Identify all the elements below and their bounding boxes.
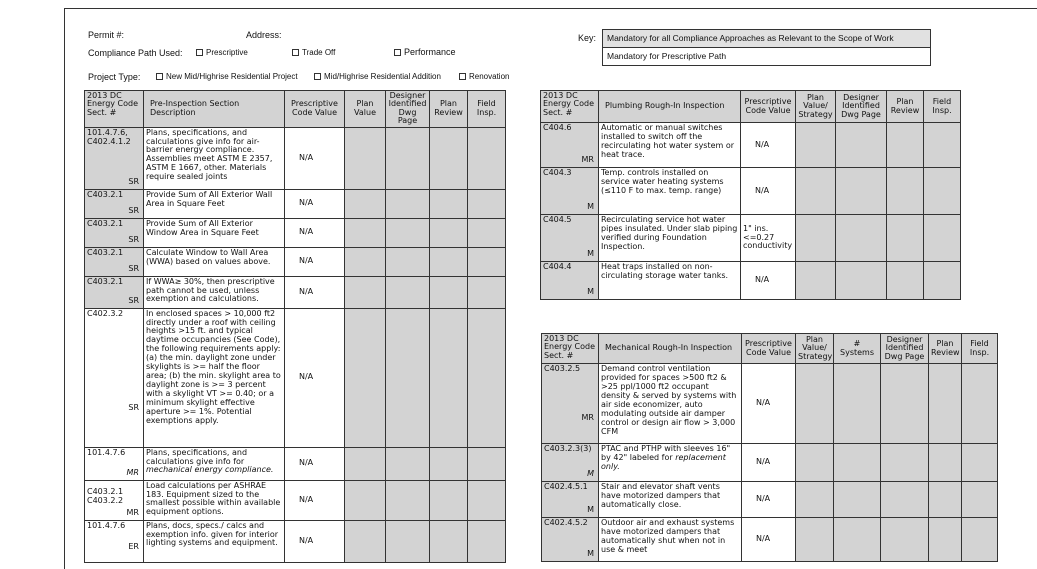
field-insp-cell[interactable] <box>962 518 998 562</box>
pre-inspection-table <box>84 90 506 563</box>
plan-review-cell[interactable] <box>430 247 468 276</box>
dwg-page-cell[interactable] <box>386 218 430 247</box>
plan-value-cell[interactable] <box>345 247 386 276</box>
prescriptive-value-cell: N/A <box>741 262 796 300</box>
checkbox-icon <box>156 73 163 80</box>
dwg-page-cell[interactable] <box>386 189 430 218</box>
description-cell: Provide Sum of All Exterior Window Area in Square Feet <box>144 218 285 247</box>
plan-review-cell[interactable] <box>430 480 468 520</box>
table-row <box>541 123 961 168</box>
section-cell: C404.5 M <box>541 215 599 262</box>
field-insp-cell[interactable] <box>962 482 998 518</box>
col-header-plan-value: Plan Value/ Strategy <box>796 334 834 364</box>
section-cell: C403.2.1 SR <box>85 247 144 276</box>
compliance-option-performance[interactable]: Performance <box>394 47 456 57</box>
checkbox-icon <box>314 73 321 80</box>
num-systems-cell[interactable] <box>834 518 881 562</box>
section-cell: C403.2.5 MR <box>542 364 599 444</box>
dwg-page-cell[interactable] <box>386 520 430 562</box>
section-cell: C404.3 M <box>541 168 599 215</box>
prescriptive-value-cell: N/A <box>285 520 345 562</box>
table-row <box>85 189 506 218</box>
num-systems-cell[interactable] <box>834 444 881 482</box>
description-cell: PTAC and PTHP with sleeves 16" by 42" labeled for replacement only. <box>599 444 742 482</box>
plan-review-cell[interactable] <box>430 127 468 189</box>
prescriptive-value-cell: N/A <box>742 482 796 518</box>
description-cell: Recirculating service hot water pipes insulated. Under slab piping verified during Foundation Inspection. <box>599 215 741 262</box>
section-cell: C403.2.1 SR <box>85 189 144 218</box>
prescriptive-value-cell: N/A <box>742 444 796 482</box>
col-header-section: 2013 DC Energy Code Sect. # <box>542 334 599 364</box>
prescriptive-value-cell: N/A <box>285 480 345 520</box>
dwg-page-cell[interactable] <box>386 127 430 189</box>
section-cell: C402.4.5.2 M <box>542 518 599 562</box>
plan-review-cell[interactable] <box>929 518 962 562</box>
plan-value-cell[interactable] <box>345 480 386 520</box>
plan-review-cell[interactable] <box>430 447 468 480</box>
section-cell: C403.2.1 SR <box>85 218 144 247</box>
table-header-row <box>541 91 961 123</box>
table-row <box>85 247 506 276</box>
plan-value-cell[interactable] <box>796 518 834 562</box>
plan-value-cell[interactable] <box>796 215 836 262</box>
table-row <box>542 444 998 482</box>
prescriptive-value-cell: N/A <box>741 123 796 168</box>
field-insp-cell[interactable] <box>924 262 961 300</box>
field-insp-cell[interactable] <box>468 189 506 218</box>
col-header-plan-value: Plan Value/ Strategy <box>796 91 836 123</box>
plan-value-cell[interactable] <box>345 218 386 247</box>
prescriptive-value-cell: N/A <box>741 168 796 215</box>
description-cell: Calculate Window to Wall Area (WWA) based on values above. <box>144 247 285 276</box>
description-cell: Provide Sum of All Exterior Wall Area in Square Feet <box>144 189 285 218</box>
prescriptive-value-cell: N/A <box>285 247 345 276</box>
col-header-section: 2013 DC Energy Code Sect. # <box>541 91 599 123</box>
dwg-page-cell[interactable] <box>881 482 929 518</box>
prescriptive-value-cell: N/A <box>285 276 345 308</box>
dwg-page-cell[interactable] <box>386 308 430 447</box>
description-cell: Plans, specifications, and calculations give info for air-barrier energy compliance. Assemblies meet ASTM E 2357, ASTM E 1667, other. Materials require sealed joints <box>144 127 285 189</box>
key-box <box>602 29 931 66</box>
field-insp-cell[interactable] <box>924 123 961 168</box>
section-cell: C404.4 M <box>541 262 599 300</box>
plan-review-cell[interactable] <box>430 218 468 247</box>
dwg-page-cell[interactable] <box>836 123 887 168</box>
description-cell: If WWA≥ 30%, then prescriptive path cannot be used, unless exemption and calculations. <box>144 276 285 308</box>
field-insp-cell[interactable] <box>924 168 961 215</box>
col-header-plan-review: Plan Review <box>430 91 468 128</box>
description-cell: Automatic or manual switches installed to switch off the recirculating hot water system or heat trace. <box>599 123 741 168</box>
plan-review-cell[interactable] <box>430 189 468 218</box>
col-header-field-insp: Field Insp. <box>924 91 961 123</box>
plan-value-cell[interactable] <box>345 189 386 218</box>
plan-review-cell[interactable] <box>929 444 962 482</box>
table-row <box>541 215 961 262</box>
project-type-renovation[interactable]: Renovation <box>459 72 509 81</box>
field-insp-cell[interactable] <box>468 276 506 308</box>
section-cell: C403.2.3(3) M <box>542 444 599 482</box>
prescriptive-value-cell: N/A <box>285 308 345 447</box>
section-cell: C403.2.1 C403.2.2 MR <box>85 480 144 520</box>
dwg-page-cell[interactable] <box>386 247 430 276</box>
dwg-page-cell[interactable] <box>836 215 887 262</box>
plan-value-cell[interactable] <box>345 127 386 189</box>
field-insp-cell[interactable] <box>962 364 998 444</box>
description-cell: Stair and elevator shaft vents have motorized dampers that automatically close. <box>599 482 742 518</box>
dwg-page-cell[interactable] <box>386 480 430 520</box>
col-header-field-insp: Field Insp. <box>962 334 998 364</box>
plumbing-table <box>540 90 961 300</box>
compliance-option-prescriptive[interactable]: Prescriptive <box>196 48 248 57</box>
col-header-designer-dwg-page: Designer Identified Dwg Page <box>881 334 929 364</box>
description-cell: In enclosed spaces > 10,000 ft2 directly under a roof with ceiling heights >15 ft. and typical daytime occupancies (See Code), the following requirements apply: (a) the min. daylight zone under skylights is >= half the floor area; (b) the min. skylight area to daylight zone is >= 3 percent with a skylight VT >= 0.40; or a minimum skylight effective aperture >= 1%. Potential exemptions apply. <box>144 308 285 447</box>
dwg-page-cell[interactable] <box>881 518 929 562</box>
plan-value-cell[interactable] <box>345 447 386 480</box>
address-label: Address: <box>246 30 282 40</box>
table-row <box>85 127 506 189</box>
field-insp-cell[interactable] <box>468 218 506 247</box>
checkbox-icon <box>292 49 299 56</box>
project-type-new[interactable]: New Mid/Highrise Residential Project <box>156 72 298 81</box>
field-insp-cell[interactable] <box>924 215 961 262</box>
col-header-plan-review: Plan Review <box>929 334 962 364</box>
plan-review-cell[interactable] <box>929 482 962 518</box>
col-header-section: 2013 DC Energy Code Sect. # <box>85 91 144 128</box>
field-insp-cell[interactable] <box>468 447 506 480</box>
field-insp-cell[interactable] <box>468 308 506 447</box>
plan-value-cell[interactable] <box>796 262 836 300</box>
prescriptive-value-cell: N/A <box>285 218 345 247</box>
section-cell: 101.4.7.6, C402.4.1.2 SR <box>85 127 144 189</box>
col-header-num-systems: # Systems <box>834 334 881 364</box>
plan-review-cell[interactable] <box>430 308 468 447</box>
plan-value-cell[interactable] <box>796 123 836 168</box>
project-type-label: Project Type: <box>88 72 141 82</box>
key-label: Key: <box>578 33 597 43</box>
description-cell: Plans, specifications, and calculations give info for mechanical energy compliance. <box>144 447 285 480</box>
col-header-plan-review: Plan Review <box>887 91 924 123</box>
plan-review-cell[interactable] <box>887 123 924 168</box>
description-cell: Demand control ventilation provided for spaces >500 ft2 & >25 ppl/1000 ft2 occupant density & served by systems with air side economizer, auto modulating outside air damper control or design air flow > 3,000 CFM <box>599 364 742 444</box>
table-row <box>85 520 506 562</box>
section-cell: 101.4.7.6 ER <box>85 520 144 562</box>
prescriptive-value-cell: N/A <box>742 364 796 444</box>
checkbox-icon <box>196 49 203 56</box>
section-cell: C402.3.2 SR <box>85 308 144 447</box>
table-row <box>85 480 506 520</box>
dwg-page-cell[interactable] <box>836 168 887 215</box>
table-row <box>85 308 506 447</box>
plan-review-cell[interactable] <box>887 262 924 300</box>
col-header-prescriptive-value: Prescriptive Code Value <box>742 334 796 364</box>
compliance-option-trade-off[interactable]: Trade Off <box>292 48 335 57</box>
dwg-page-cell[interactable] <box>386 276 430 308</box>
compliance-path-label: Compliance Path Used: <box>88 48 183 58</box>
field-insp-cell[interactable] <box>468 127 506 189</box>
section-cell: C404.6 MR <box>541 123 599 168</box>
prescriptive-value-cell: N/A <box>285 127 345 189</box>
checkbox-icon <box>459 73 466 80</box>
project-type-addition[interactable]: Mid/Highrise Residential Addition <box>314 72 441 81</box>
dwg-page-cell[interactable] <box>881 444 929 482</box>
field-insp-cell[interactable] <box>468 247 506 276</box>
section-cell: 101.4.7.6 MR <box>85 447 144 480</box>
plan-value-cell[interactable] <box>796 482 834 518</box>
col-header-description: Mechanical Rough-In Inspection <box>599 334 742 364</box>
col-header-field-insp: Field Insp. <box>468 91 506 128</box>
num-systems-cell[interactable] <box>834 364 881 444</box>
col-header-description: Plumbing Rough-In Inspection <box>599 91 741 123</box>
table-row <box>542 482 998 518</box>
field-insp-cell[interactable] <box>468 520 506 562</box>
dwg-page-cell[interactable] <box>386 447 430 480</box>
table-row <box>542 518 998 562</box>
dwg-page-cell[interactable] <box>881 364 929 444</box>
plan-value-cell[interactable] <box>796 364 834 444</box>
key-item-all-approaches: Mandatory for all Compliance Approaches as Relevant to the Scope of Work <box>603 30 930 48</box>
plan-review-cell[interactable] <box>887 215 924 262</box>
plan-value-cell[interactable] <box>345 308 386 447</box>
plan-value-cell[interactable] <box>345 520 386 562</box>
plan-review-cell[interactable] <box>887 168 924 215</box>
col-header-prescriptive-value: Prescriptive Code Value <box>741 91 796 123</box>
table-header-row <box>542 334 998 364</box>
col-header-plan-value: Plan Value <box>345 91 386 128</box>
table-row <box>85 276 506 308</box>
table-row <box>85 447 506 480</box>
col-header-description: Pre-Inspection Section Description <box>144 91 285 128</box>
field-insp-cell[interactable] <box>468 480 506 520</box>
prescriptive-value-cell: 1" ins. <=0.27 conductivity <box>741 215 796 262</box>
table-row <box>541 168 961 215</box>
prescriptive-value-cell: N/A <box>285 447 345 480</box>
table-header-row <box>85 91 506 128</box>
plan-value-cell[interactable] <box>796 168 836 215</box>
table-row <box>541 262 961 300</box>
permit-label: Permit #: <box>88 30 125 40</box>
prescriptive-value-cell: N/A <box>742 518 796 562</box>
plan-review-cell[interactable] <box>430 276 468 308</box>
mechanical-table <box>541 333 998 562</box>
description-cell: Plans, docs, specs./ calcs and exemption info. given for interior lighting systems and equipment. <box>144 520 285 562</box>
description-cell: Heat traps installed on non-circulating storage water tanks. <box>599 262 741 300</box>
col-header-prescriptive-value: Prescriptive Code Value <box>285 91 345 128</box>
table-row <box>85 218 506 247</box>
dwg-page-cell[interactable] <box>836 262 887 300</box>
key-item-prescriptive: Mandatory for Prescriptive Path <box>607 51 727 61</box>
num-systems-cell[interactable] <box>834 482 881 518</box>
checkbox-icon <box>394 49 401 56</box>
prescriptive-value-cell: N/A <box>285 189 345 218</box>
table-row <box>542 364 998 444</box>
plan-value-cell[interactable] <box>796 444 834 482</box>
section-cell: C402.4.5.1 M <box>542 482 599 518</box>
field-insp-cell[interactable] <box>962 444 998 482</box>
col-header-designer-dwg-page: Designer Identified Dwg Page <box>386 91 430 128</box>
description-cell: Load calculations per ASHRAE 183. Equipment sized to the smallest possible within available equipment options. <box>144 480 285 520</box>
section-cell: C403.2.1 SR <box>85 276 144 308</box>
plan-review-cell[interactable] <box>929 364 962 444</box>
col-header-designer-dwg-page: Designer Identified Dwg Page <box>836 91 887 123</box>
description-cell: Outdoor air and exhaust systems have motorized dampers that automatically shut when not in use & meet <box>599 518 742 562</box>
plan-review-cell[interactable] <box>430 520 468 562</box>
description-cell: Temp. controls installed on service water heating systems (≤110 F to max. temp. range) <box>599 168 741 215</box>
plan-value-cell[interactable] <box>345 276 386 308</box>
